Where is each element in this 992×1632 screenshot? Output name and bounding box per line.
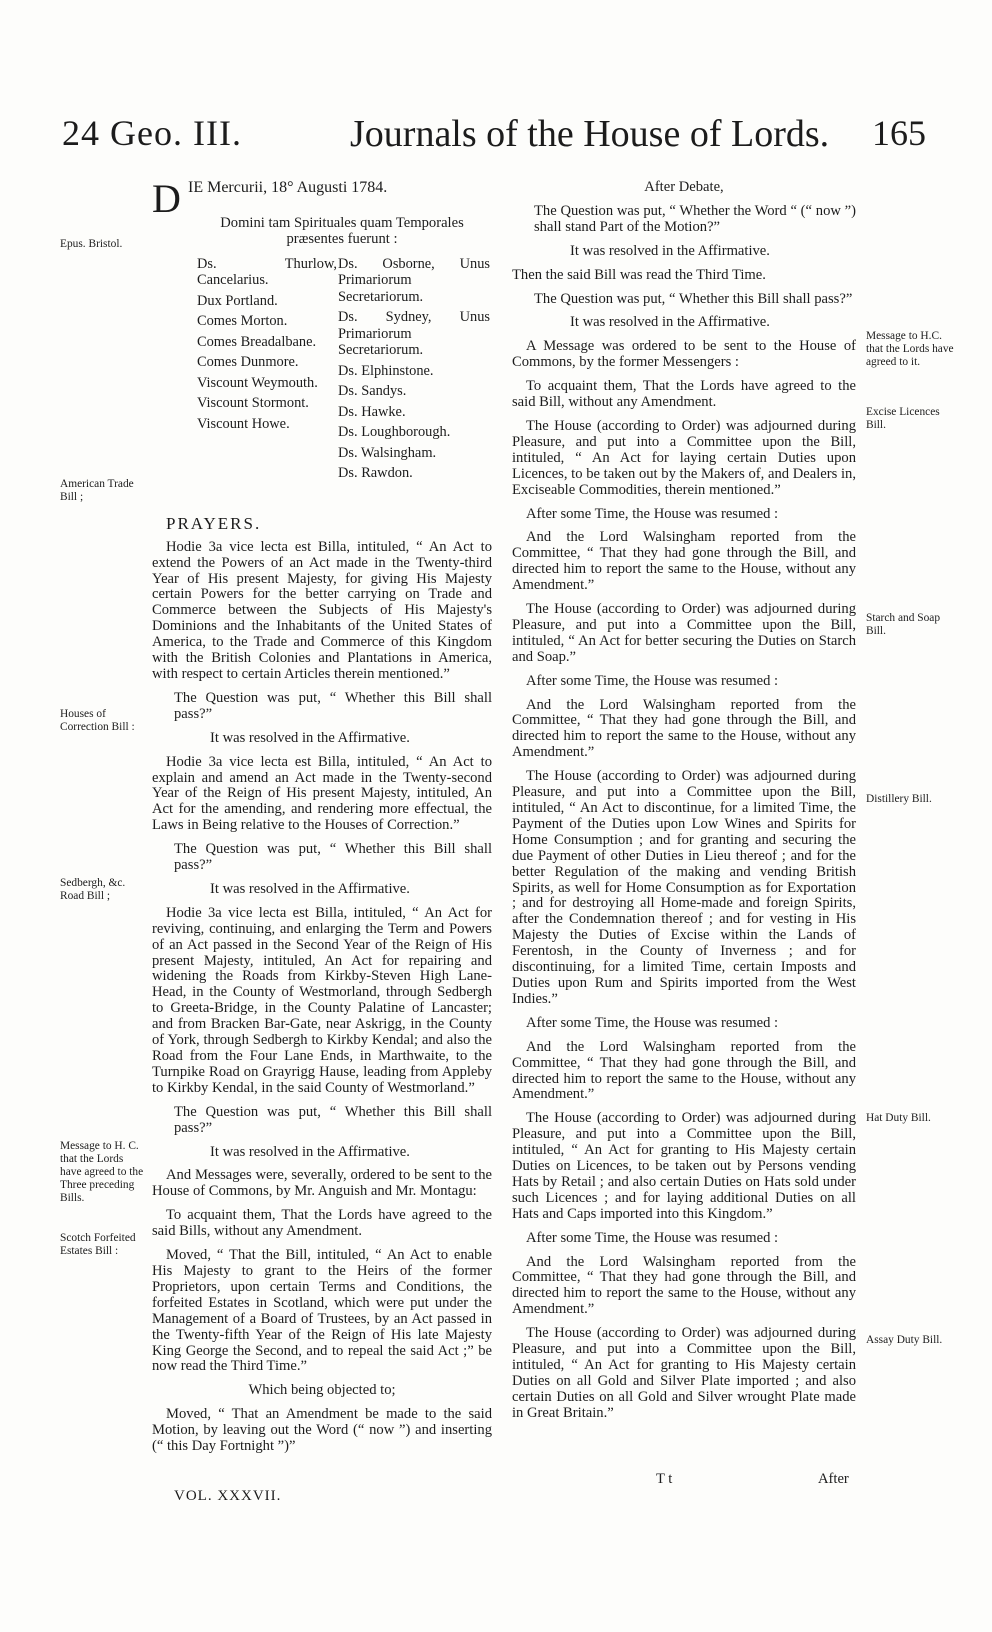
resolution-line: It was resolved in the Affirmative. — [210, 1143, 410, 1160]
sedbergh-road-bill-entry: Hodie 3a vice lecta est Billa, intituled, “ An Act for reviving, continuing, and enlarging the Term and Powers of an Act passed in the Second Year of the Reign of His present Majesty, intituled, An Act for repairing and widening the Roads from Kirkby-Steven High Lane-Head, in the County of Westmorland, through Sedbergh to Greeta-Bridge, in the County Palatine of Lancaster; and from Bracken Bar-Gate, near Askrigg, in the County of York, through Sedbergh to Kirkby Kendal; and also the Road from the Four Lane Ends, in Marthwaite, to the Turnpike Road on Grayrigg Hause, leading from Appleby to Kirkby Kendal, in the said County of Westmorland.” — [152, 904, 492, 1096]
resolution-line: It was resolved in the Affirmative. — [210, 729, 410, 746]
distillery-entry: The House (according to Order) was adjourned during Pleasure, and put into a Committee upon the Bill, intituled, “ An Act to discontinue, for a limited Time, the Payment of the Duties upon Low Wines and Spirits for Home Consumption ; and for granting and securing the due Payment of other Duties in Lieu thereof ; and for the better Regulation of the making and vending British Spirits, as well for Home Consumption as for Exportation ; and for destroying all Home-made and foreign Spirits, after the Condemnation thereof ; and for vesting in His Majesty the Duties of Excise within the Lands of Ferentosh, in the County of Inverness ; and for discontinuing, for a limited Time, certain Imposts and Duties upon Rum and Spirits imported from the West Indies.” — [512, 768, 856, 1007]
third-reading-line: Then the said Bill was read the Third Time. — [512, 266, 766, 283]
messages-entry: And Messages were, severally, ordered to be sent to the House of Commons, by Mr. Anguish and Mr. Montagu: — [152, 1167, 492, 1200]
lord-entry: Ds. Sandys. — [338, 383, 407, 400]
volume-label: VOL. XXXVII. — [174, 1488, 282, 1504]
question-line: The Question was put, “ Whether this Bill shall pass?” — [534, 290, 853, 307]
house-resumed-line: After some Time, the House was resumed : — [526, 672, 779, 689]
lord-entry: Ds. Rawdon. — [338, 465, 413, 482]
lord-entry: Ds. Loughborough. — [338, 424, 451, 441]
margin-excise-licences: Excise Licences Bill. — [866, 406, 940, 431]
excise-licences-entry: The House (according to Order) was adjourned during Pleasure, and put into a Committee upon the Bill, intituled, “ An Act for laying certain Duties upon Licences, to be taken out by the Makers of, and Dealers in, Exciseable Commodities, therein mentioned.” — [512, 417, 856, 498]
lord-entry: Comes Morton. — [197, 313, 288, 330]
margin-assay-duty: Assay Duty Bill. — [866, 1334, 943, 1346]
amendment-motion-entry: Moved, “ That an Amendment be made to the said Motion, by leaving out the Word (“ now ”) and inserting (“ this Day Fortnight ”)” — [152, 1406, 492, 1455]
margin-houses-of-correction: Houses of Correction Bill : — [60, 708, 135, 733]
margin-distillery: Distillery Bill. — [866, 793, 932, 805]
header-regnal-year: 24 Geo. III. — [62, 113, 242, 153]
committee-report-entry: And the Lord Walsingham reported from the Committee, “ That they had gone through the Bill, and directed him to report the same to the House, without any Amendment.” — [512, 1253, 856, 1318]
catchword: After — [818, 1471, 849, 1487]
lords-present-list — [152, 256, 492, 502]
lord-entry: Ds. Osborne, Unus Primariorum Secretariorum. — [338, 255, 490, 305]
lord-entry: Ds. Hawke. — [338, 403, 406, 420]
acquaint-entry: To acquaint them, That the Lords have agreed to the said Bills, without any Amendment. — [152, 1207, 492, 1240]
committee-report-entry: And the Lord Walsingham reported from the Committee, “ That they had gone through the Bill, and directed him to report the same to the House, without any Amendment.” — [512, 529, 856, 594]
starch-soap-entry: The House (according to Order) was adjourned during Pleasure, and put into a Committee upon the Bill, intituled, “ An Act for better securing the Duties on Starch and Soap.” — [512, 601, 856, 665]
question-line: The Question was put, “ Whether this Bill shall pass?” — [174, 1103, 492, 1136]
margin-bristol: Epus. Bristol. — [60, 238, 123, 250]
margin-message-lords-agreed: Message to H.C. that the Lords have agreed to it. — [866, 330, 954, 368]
lord-entry: Comes Dunmore. — [197, 354, 299, 371]
committee-report-entry: And the Lord Walsingham reported from the Committee, “ That they had gone through the Bill, and directed him to report the same to the House, without any Amendment.” — [512, 696, 856, 761]
margin-starch-soap: Starch and Soap Bill. — [866, 612, 941, 637]
house-resumed-line: After some Time, the House was resumed : — [526, 1014, 779, 1031]
lords-list-column-a — [197, 256, 337, 437]
lord-entry: Viscount Howe. — [197, 415, 290, 432]
correction-bill-entry: Hodie 3a vice lecta est Billa, intituled, “ An Act to explain and amend an Act made in the Twenty-second Year of the Reign of His present Majesty, intituled, An Act for the amending, and rendering more effectual, the Laws in Being relative to the Houses of Correction.” — [152, 753, 492, 834]
scotch-motion-entry: Moved, “ That the Bill, intituled, “ An Act to enable His Majesty to grant to the Heirs of the former Proprietors, upon certain Terms and Conditions, the forfeited Estates in Scotland, which were put under the Management of a Board of Trustees, by an Act passed in the Twenty-fifth Year of the Reign of His late Majesty King George the Second, and to repeal the said Act ;” be now read the Third Time.” — [152, 1247, 492, 1375]
question-line: The Question was put, “ Whether the Word “ (“ now ”) shall stand Part of the Motion?” — [534, 202, 856, 235]
margin-hat-duty: Hat Duty Bill. — [866, 1112, 931, 1124]
lord-entry: Viscount Weymouth. — [197, 374, 318, 391]
resolution-line: It was resolved in the Affirmative. — [570, 314, 770, 331]
resolution-line: It was resolved in the Affirmative. — [570, 242, 770, 259]
header-title: Journals of the House of Lords. — [350, 113, 830, 155]
lord-entry: Ds. Sydney, Unus Primariorum Secretariorum. — [338, 309, 490, 359]
question-line: The Question was put, “ Whether this Bill shall pass?” — [174, 689, 492, 722]
right-column — [512, 180, 856, 1430]
prayers-heading: PRAYERS. — [166, 513, 262, 533]
message-entry: A Message was ordered to be sent to the House of Commons, by the former Messengers : — [512, 338, 856, 371]
lord-entry: Ds. Walsingham. — [338, 444, 437, 461]
date-line — [152, 176, 492, 221]
attendance-heading: Domini tam Spirituales quam Temporales præsentes fuerunt : — [220, 215, 464, 247]
assay-duty-entry: The House (according to Order) was adjourned during Pleasure, and put into a Committee upon the Bill, intituled, “ An Act for granting to His Majesty certain Duties on all Gold and Silver Plate imported ; and also certain Duties on all Gold and Silver wrought Plate made in Great Britain.” — [512, 1325, 856, 1421]
lord-entry: Ds. Elphinstone. — [338, 362, 434, 379]
objection-line: Which being objected to; — [248, 1382, 396, 1399]
after-debate-line: After Debate, — [644, 179, 724, 195]
margin-scotch-estates: Scotch Forfeited Estates Bill : — [60, 1232, 136, 1257]
american-trade-bill-entry: Hodie 3a vice lecta est Billa, intituled, “ An Act to extend the Powers of an Act made in the Twenty-third Year of His present Majesty, for giving His Majesty certain Powers for the better carrying on Trade and Commerce between the Subjects of His Majesty's Dominions and the Inhabitants of the United States of America, to the Trade and Commerce of this Kingdom with the British Colonies and Plantations in America, with respect to certain Articles therein mentioned.” — [152, 538, 492, 682]
house-resumed-line: After some Time, the House was resumed : — [526, 505, 779, 522]
signature-mark: T t — [656, 1471, 673, 1487]
question-line: The Question was put, “ Whether this Bill shall pass?” — [174, 841, 492, 874]
session-date: IE Mercurii, 18° Augusti 1784. — [188, 179, 388, 196]
lord-entry: Dux Portland. — [197, 292, 278, 309]
margin-message-three-bills: Message to H. C. that the Lords have agreed to the Three preceding Bills. — [60, 1140, 144, 1204]
house-resumed-line: After some Time, the House was resumed : — [526, 1229, 779, 1246]
left-column — [152, 176, 492, 1463]
lords-list-column-b — [338, 256, 490, 486]
hat-duty-entry: The House (according to Order) was adjourned during Pleasure, and put into a Committee upon the Bill, intituled, “ An Act for granting to His Majesty certain Duties on Licences, to be taken out by Persons vending Hats by Retail ; and also certain Duties on Hats sold under such Licences ; and for laying additional Duties on all Hats and Caps imported into this Kingdom.” — [512, 1110, 856, 1222]
date-dropcap: D — [152, 176, 181, 221]
lord-entry: Viscount Stormont. — [197, 395, 309, 412]
acquaint-entry: To acquaint them, That the Lords have agreed to the said Bill, without any Amendment. — [512, 378, 856, 411]
committee-report-entry: And the Lord Walsingham reported from the Committee, “ That they had gone through the Bill, and directed him to report the same to the House, without any Amendment.” — [512, 1038, 856, 1103]
lord-entry: Comes Breadalbane. — [197, 333, 317, 350]
page-number: 165 — [872, 113, 926, 153]
margin-sedbergh-road: Sedbergh, &c. Road Bill ; — [60, 877, 126, 902]
margin-american-trade: American Trade Bill ; — [60, 478, 134, 503]
page-header — [0, 112, 992, 172]
resolution-line: It was resolved in the Affirmative. — [210, 880, 410, 897]
lord-entry: Ds. Thurlow, Cancelarius. — [197, 255, 337, 289]
